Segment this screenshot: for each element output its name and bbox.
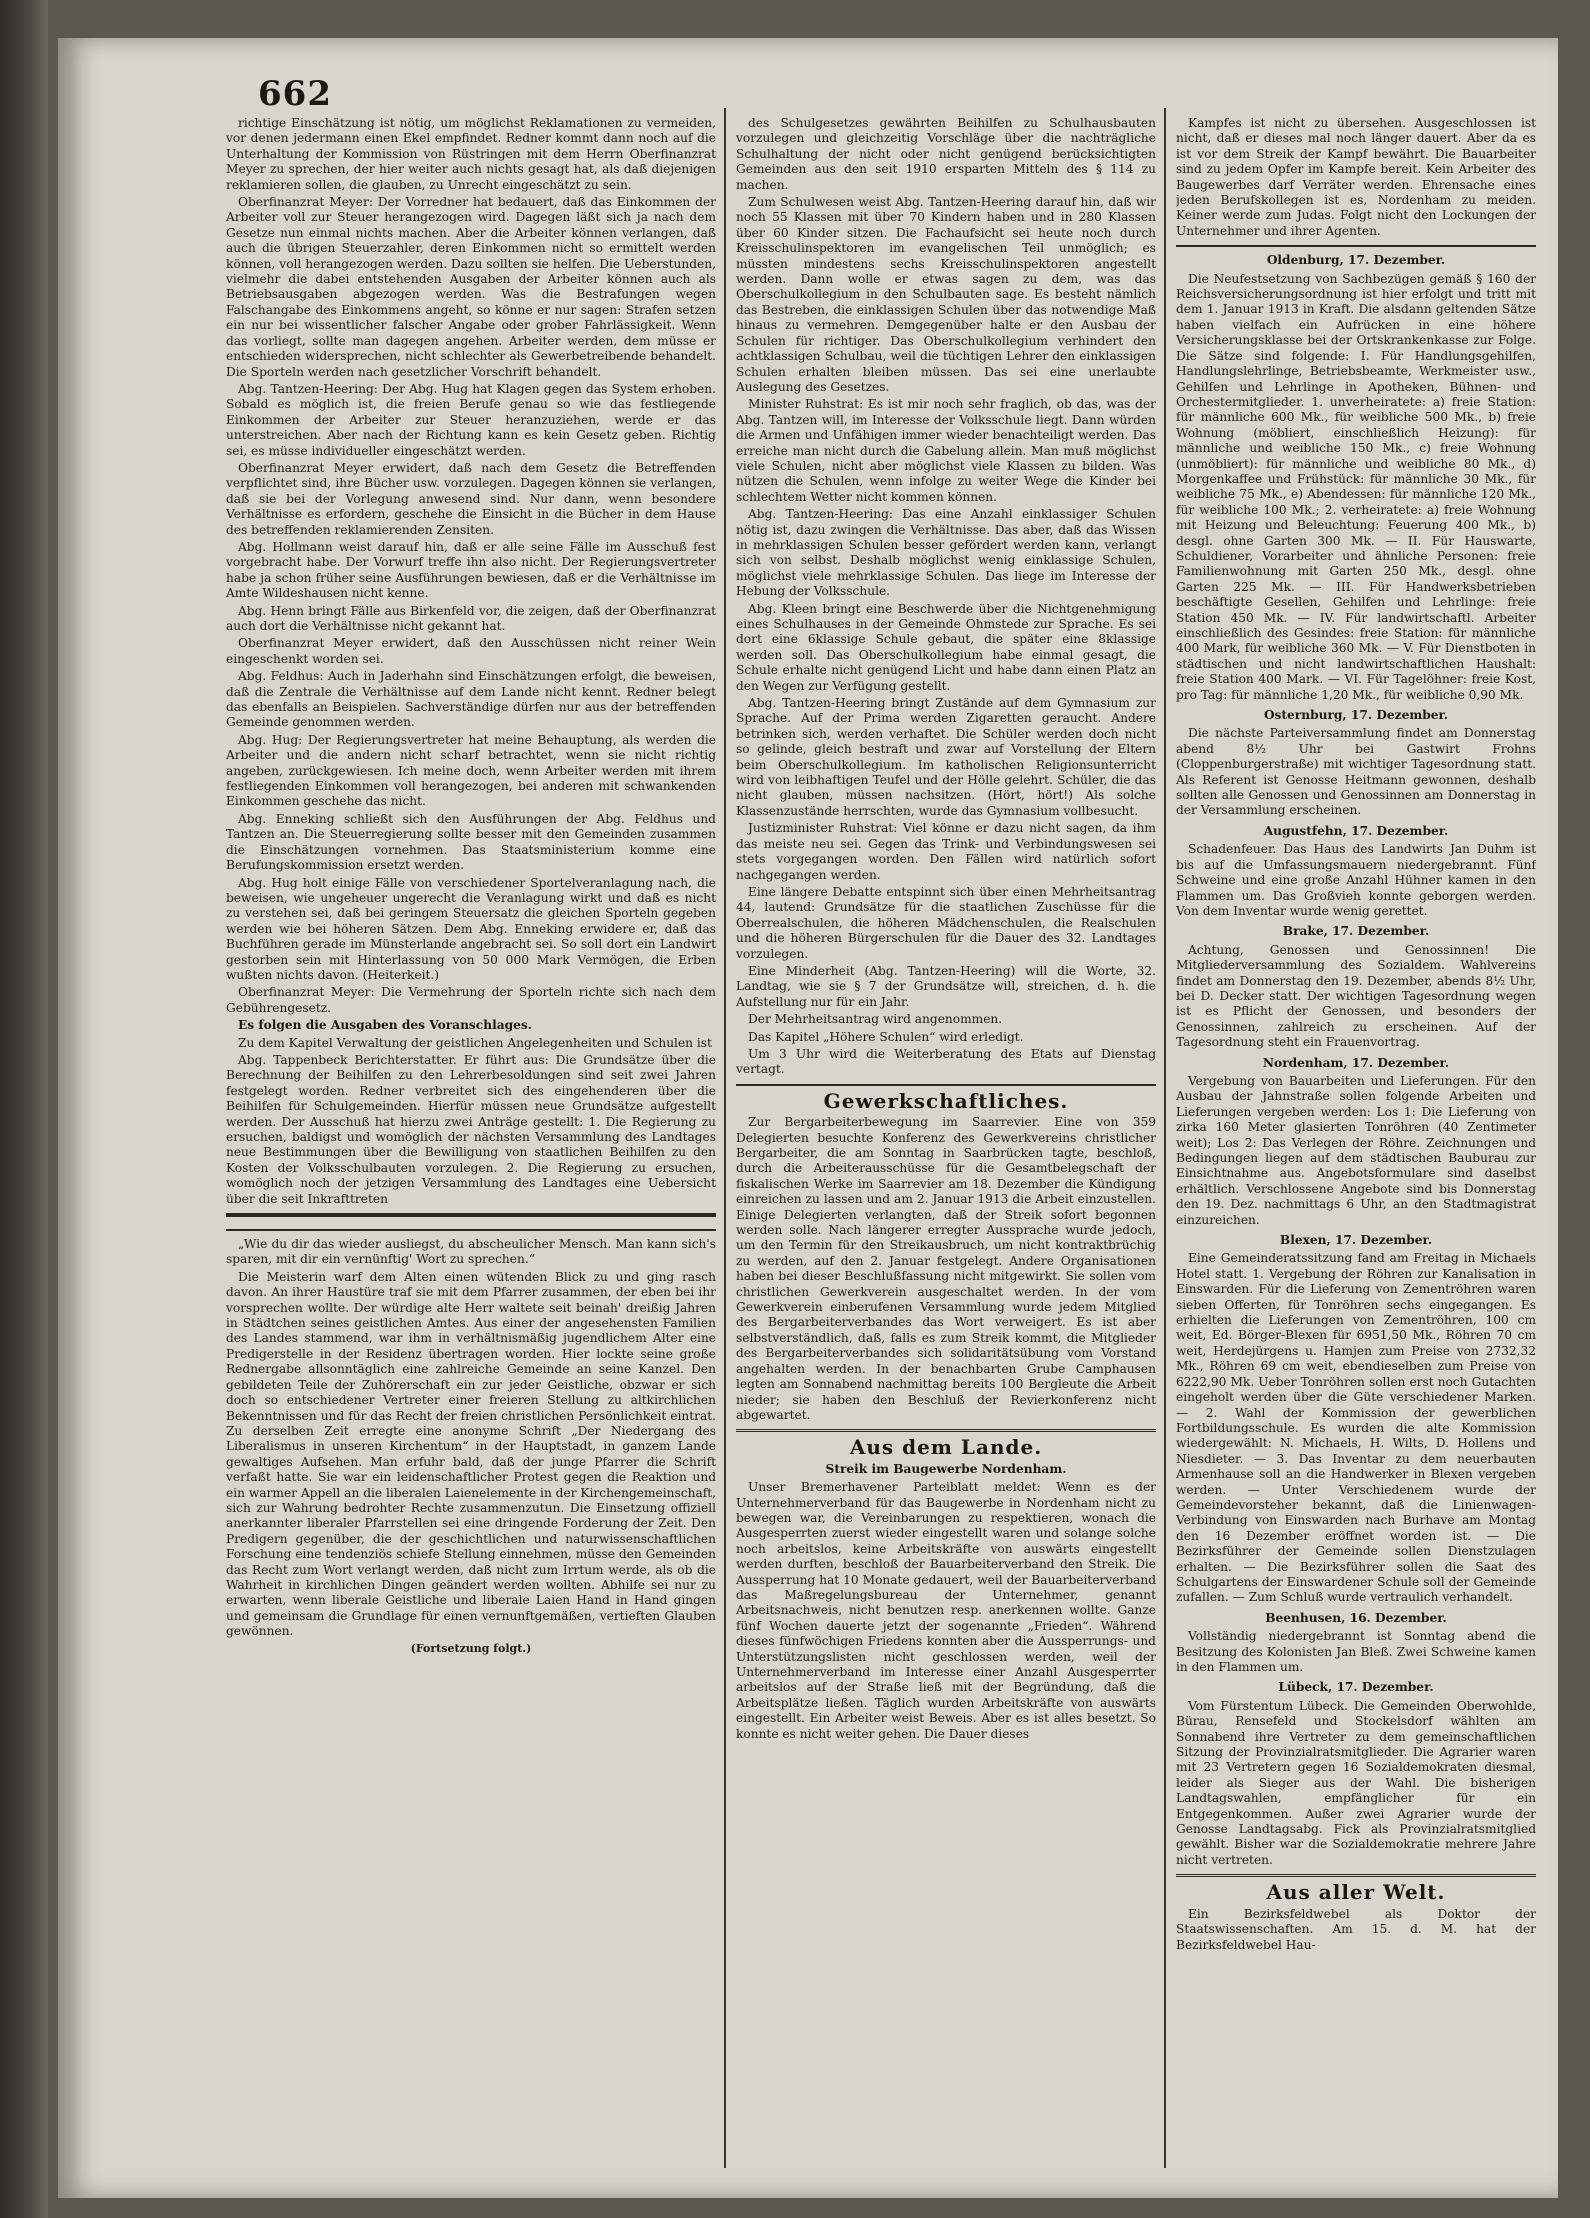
section-rule bbox=[1176, 245, 1536, 247]
paragraph: Zur Bergarbeiterbewegung im Saarrevier. Eine von 359 Delegierten besuchte Konferenz des Gewerkvereins christlicher Bergarbeiter, die am Sonntag in Saarbrücken tagte, beschloß, durch die Arbeiterausschüsse für die Gesamtbelegschaft der fiskalischen Werke im Saarrevier am 18. Dezember die Kündigung einreichen zu lassen und am 2. Januar 1913 die Arbeit einzustellen. Einige Delegierten verlangten, daß der Streik sofort begonnen werden solle. Nach längerer erregter Aussprache wurde jedoch, um den Termin für den Streikausbruch, um nicht kontraktbrüchig zu werden, auf den 2. Januar festgelegt. Andere Organisationen haben bei dieser Beschlußfassung nicht mitgewirkt. Sie sollen vom christlichen Gewerkverein ausgeschaltet werden. In der vom Gewerkverein einberufenen Versammlung wurde jedem Mitglied des Bergarbeiterverbandes das Wort verweigert. Es ist aber selbstverständlich, daß, falls es zum Streik kommt, die Mitglieder des Bergarbeiterverbandes sich solidaritätsübung vom Vorstand angehalten werden. In der benachbarten Grube Camphausen legten am Sonnabend nachmittag bereits 100 Bergleute die Arbeit nieder; sie haben den Beschluß der Revierkonferenz nicht abgewartet. bbox=[736, 1115, 1156, 1422]
paragraph: richtige Einschätzung ist nötig, um möglichst Reklamationen zu vermeiden, vor denen jedermann einen Ekel empfindet. Redner kommt dann noch auf die Unterhaltung der Kommission von Rüstringen mit dem Herrn Oberfinanzrat Meyer zu sprechen, der hier weiter auch nichts gesagt hat, als daß diejenigen reklamieren sollen, die glauben, zu Unrecht eingeschätzt zu sein. bbox=[226, 116, 716, 192]
paragraph: Eine Minderheit (Abg. Tantzen-Heering) will die Worte, 32. Landtag, wie sie § 7 der Grundsätze will, streichen, d. h. die Aufstellung nur für ein Jahr. bbox=[736, 963, 1156, 1009]
paragraph: Minister Ruhstrat: Es ist mir noch sehr fraglich, ob das, was der Abg. Tantzen will, im Interesse der Volksschule liegt. Dann würden die Armen und Unfähigen immer wieder benachteiligt werden. Das erreiche man nicht durch die Gabelung allein. Man muß möglichst viele Schulen, nicht aber möglichst viele Klassen zu bilden. Was nützen die Schulen, wenn infolge zu weiter Wege die Kinder bei schlechtem Wetter nicht kommen können. bbox=[736, 397, 1156, 504]
report-text: Schadenfeuer. Das Haus des Landwirts Jan Duhm ist bis auf die Umfassungsmauern niedergebrannt. Fünf Schweine und eine große Anzahl Hühner kamen in den Flammen um. Das Großvieh konnte geborgen werden. Von dem Inventar wurde wenig gerettet. bbox=[1176, 842, 1536, 918]
paragraph: Um 3 Uhr wird die Weiterberatung des Etats auf Dienstag vertagt. bbox=[736, 1046, 1156, 1077]
column-right bbox=[1176, 116, 1536, 2166]
paragraph: Es folgen die Ausgaben des Voranschlages. bbox=[238, 1018, 532, 1033]
paragraph: Abg. Hug: Der Regierungsvertreter hat meine Behauptung, als werden die Arbeiter und die andern nicht scharf betrachtet, wenn sie nicht richtig angeben, zurückgewiesen. Ich meine doch, wenn Arbeiter werden mit ihrem festliegenden Einkommen voll herangezogen, bei anderen mit schwankenden Einkommen geschehe das nicht. bbox=[226, 732, 716, 809]
paragraph: Oberfinanzrat Meyer: Die Vermehrung der Sporteln richte sich nach dem Gebührengesetz. bbox=[226, 985, 716, 1015]
report-text: Achtung, Genossen und Genossinnen! Die Mitgliederversammlung des Sozialdem. Wahlvereins findet am Donnerstag den 19. Dezember, abends 8½ Uhr, bei D. Decker statt. Der wichtigen Tagesordnung wegen ist es Pflicht der Genossen, und besonders der Genossinnen, zahlreich zu erscheinen. Auf der Tagesordnung steht ein Frauenvortrag. bbox=[1176, 942, 1536, 1050]
section-heading-union: Gewerkschaftliches. bbox=[823, 1088, 1069, 1113]
paragraph: Justizminister Ruhstrat: Viel könne er dazu nicht sagen, da ihm das meiste neu sei. Gegen das Trink- und Verbindungswesen sei stets vorgegangen worden. Den Fällen wird natürlich sofort nachgegangen werden. bbox=[736, 821, 1156, 882]
paragraph: Oberfinanzrat Meyer: Der Vorredner hat bedauert, daß das Einkommen der Arbeiter voll zur Steuer herangezogen wird. Dagegen läßt sich ja nach dem Gesetze nun einmal nichts machen. Aber die Arbeiter können verlangen, daß auch die übrigen Steuerzahler, deren Einkommen nicht so ermittelt werden können, voll herangezogen werden. Dazu sollten sie helfen. Die Ueberstunden, vielmehr die dabei entstehenden Ausgaben der Arbeiter können auch als Betriebsausgaben abgezogen werden. Was die Bestrafungen wegen Falschangabe des Einkommens angeht, so könne er nur sagen: Strafen setzen ein nur bei wissentlicher falscher Angabe oder grober Fahrlässigkeit. Wenn das vorliegt, sollte man dagegen angehen. Arbeiter werden, dem müsse er entschieden widersprechen, nicht schlechter als Gewerbetreibende behandelt. Die Sporteln werden nach gesetzlicher Vorschrift behandelt. bbox=[226, 195, 716, 379]
paragraph: Der Mehrheitsantrag wird angenommen. bbox=[748, 1012, 1003, 1027]
report-text: Die nächste Parteiversammlung findet am Donnerstag abend 8½ Uhr bei Gastwirt Frohns (Cloppenburgerstraße) mit wichtiger Tagesordnung statt. Als Referent ist Genosse Heitmann gewonnen, deshalb sollten alle Genossen und Genossinnen am Donnerstag in der Versammlung erscheinen. bbox=[1176, 726, 1536, 818]
paragraph: Zu dem Kapitel Verwaltung der geistlichen Angelegenheiten und Schulen ist bbox=[238, 1035, 712, 1050]
paragraph: Ein Bezirksfeldwebel als Doktor der Staatswissenschaften. Am 15. d. M. hat der Bezirksfeldwebel Hau- bbox=[1176, 1906, 1536, 1952]
page-number: 662 bbox=[258, 74, 332, 114]
paragraph: Abg. Tantzen-Heering: Der Abg. Hug hat Klagen gegen das System erhoben. Sobald es möglich ist, die freien Berufe genau so wie das festliegende Einkommen der Arbeiter zur Steuer heranzuziehen, werde er das unterstreichen. Aber nach der Richtung kann es kein Gesetz geben. Richtig sei, es müsse individueller eingeschätzt werden. bbox=[226, 381, 716, 458]
column-rule bbox=[1164, 108, 1166, 2168]
dateline: Blexen, 17. Dezember. bbox=[1279, 1233, 1433, 1248]
paragraph: Oberfinanzrat Meyer erwidert, daß den Ausschüssen nicht reiner Wein eingeschenkt worden sei. bbox=[226, 636, 716, 666]
report-text: Eine Gemeinderatssitzung fand am Freitag in Michaels Hotel statt. 1. Vergebung der Röhren zur Kanalisation in Einswarden. Für die Lieferung von Zementröhren waren sieben Offerten, für Tonröhren sechs eingegangen. Es erhielten die Lieferungen von Zementröhren, 100 cm weit, Ed. Börger-Blexen für 6951,50 Mk., Röhren 70 cm weit, Herdejürgens u. Hamjen zum Preise von 2732,32 Mk., Röhren 69 cm weit, ebendieselben zum Preise von 6222,90 Mk. Ueber Tonröhren sollen erst noch Gutachten eingeholt werden über die Güte verschiedener Marken. — 2. Wahl der Kommission der gewerblichen Fortbildungsschule. Es wurden die alte Kommission wiedergewählt: N. Michaels, H. Wilts, D. Hollens und Niesdieter. — 3. Das Inventar zu dem neuerbauten Armenhause soll an die Handwerker in Blexen vergeben werden. — Unter Verschiedenem wurde der Gemeindevorsteher bekannt, daß die Linienwagen-Verbindung von Einswarden nach Burhave am Montag den 16 Dezember eröffnet worden ist. — Die Bezirksführer der Gemeinde sollen Dienstzulagen erhalten. — Die Bezirksführer sollen die Saat des Schulgartens der Einswardener Schule soll der Gemeinde zufallen. — Zum Schluß wurde vertraulich verhandelt. bbox=[1176, 1251, 1536, 1605]
dateline: Brake, 17. Dezember. bbox=[1282, 924, 1430, 939]
newspaper-page bbox=[58, 38, 1558, 2198]
paragraph: Abg. Hollmann weist darauf hin, daß er alle seine Fälle im Ausschuß fest vorgebracht habe. Der Vorwurf treffe ihn also nicht. Der Regierungsvertreter habe ja schon früher seine Ausführungen bewiesen, daß er die Verhältnisse im Amte Wildeshausen nicht kenne. bbox=[226, 539, 716, 601]
column-rule bbox=[724, 108, 726, 2168]
dateline: Augustfehn, 17. Dezember. bbox=[1263, 823, 1449, 838]
paragraph: Zum Schulwesen weist Abg. Tantzen-Heering darauf hin, daß wir noch 55 Klassen mit über 70 Kindern haben und in 280 Klassen über 60 Kinder sitzen. Die Fachaufsicht sei heute noch durch Kreisschulinspektoren im evangelischen Teil unmöglich; es müssten mindestens sechs Kreisschulinspektoren angestellt werden. Dann wolle er etwas sagen zu dem, was das Oberschulkollegium in den Schulbauten sage. Es besteht nämlich das Bestreben, die einklassigen Schulen über das notwendige Maß hinaus zu vermehren. Demgegenüber halte er den Ausbau der Schulen für richtiger. Das Oberschulkollegium verhindert den achtklassigen Schulbau, weil die tüchtigen Lehrer den einklassigen Schulen erhalten bleiben müssen. Das sei eine unerlaubte Auslegung des Gesetzes. bbox=[736, 195, 1156, 394]
paragraph: Unser Bremerhavener Parteiblatt meldet: Wenn es der Unternehmerverband für das Baugewerbe in Nordenham nicht zu bewegen war, die Vereinbarungen zu respektieren, wonach die Ausgesperrten zuerst wieder eingestellt waren und solange solche noch arbeitslos, keine Arbeitskräfte von auswärts eingestellt werden durften, beschloß der Bauarbeiterverband den Streik. Die Aussperrung hat 10 Monate gedauert, weil der Bauarbeiterverband das Maßregelungsbureau der Unternehmer, genannt Arbeitsnachweis, nicht benutzen resp. anerkennen wollte. Ganze fünf Wochen dauerte jetzt der sogenannte „Frieden“. Während dieses fünfwöchigen Friedens konnten aber die Aussperrungs- und Unterstützungslisten nicht geschlossen werden, weil der Unternehmerverband im Interesse einer Anzahl Ausgesperrter arbeitslos auf der Straße ließ mit der Begründung, daß die Arbeitsplätze ließen. Täglich wurden Arbeitskräfte von auswärts eingestellt. Ein Arbeiter weist Beweis. Aber es ist alles besetzt. So konnte es nicht weiter gehen. Die Dauer dieses bbox=[736, 1480, 1156, 1741]
report-text: Vom Fürstentum Lübeck. Die Gemeinden Oberwohlde, Bürau, Rensefeld und Stockelsdorf wählten am Sonnabend ihre Vertreter zu dem gemeinschaftlichen Sitzung der Provinzialratsmitglieder. Die Agrarier waren mit 23 Vertretern gegen 16 Sozialdemokraten diesmal, leider als Sieger aus der Wahl. Die bisherigen Landtagswahlen, empfänglicher für ein Entgegenkommen. Außer zwei Agrarier wurde der Genosse Landtagsabg. Fick als Provinzialratsmitglied gewählt. Bisher war die Sozialdemokratie mehrere Jahre nicht vertreten. bbox=[1176, 1698, 1536, 1867]
feuilleton-divider bbox=[226, 1213, 716, 1231]
article-subheading: Streik im Baugewerbe Nordenham. bbox=[825, 1461, 1067, 1476]
continued-note: (Fortsetzung folgt.) bbox=[410, 1641, 532, 1655]
paragraph: Abg. Henn bringt Fälle aus Birkenfeld vor, die zeigen, daß der Oberfinanzrat auch dort die Verhältnisse nicht gekannt hat. bbox=[226, 603, 716, 633]
paragraph: Abg. Tappenbeck Berichterstatter. Er führt aus: Die Grundsätze über die Berechnung der Beihilfen zu den Lehrerbesoldungen sind seit zwei Jahren festgelegt worden. Redner verbreitet sich des eingehenderen über die Beihilfen für Schulgemeinden. Hierfür müssen neue Grundsätze aufgestellt werden. Der Ausschuß hat hierzu zwei Anträge gestellt: 1. Die Regierung zu ersuchen, baldigst und womöglich der nächsten Versammlung des Landtages neue Bestimmungen über die Bewilligung von staatlichen Beihilfen zu den Kosten der Volksschulbauten vorzulegen. 2. Die Regierung zu ersuchen, womöglich noch der jetzigen Versammlung des Landtages eine Uebersicht über die seit Inkrafttreten bbox=[226, 1052, 716, 1206]
section-rule bbox=[736, 1084, 1156, 1086]
paragraph: Abg. Enneking schließt sich den Ausführungen der Abg. Feldhus und Tantzen an. Die Steuerregierung sollte besser mit den Gemeinden zusammen die Einschätzungen vornehmen. Das Staatsministerium komme eine Berufungskommission ersetzt werden. bbox=[226, 811, 716, 873]
report-text: Vergebung von Bauarbeiten und Lieferungen. Für den Ausbau der Jahnstraße sollen folgende Arbeiten und Lieferungen vergeben werden: Los 1: Die Lieferung von zirka 160 Meter glasierten Tonröhren (40 Zentimeter weit); Los 2: Das Verlegen der Röhre. Zeichnungen und Bedingungen liegen auf dem städtischen Bauburau zur Einsichtnahme aus. Angebotsformulare sind daselbst erhältlich. Verschlossene Angebote sind bis Donnerstag den 19. Dez. nachmittags 6 Uhr, an den Stadtmagistrat einzureichen. bbox=[1176, 1073, 1536, 1227]
dateline: Lübeck, 17. Dezember. bbox=[1278, 1680, 1434, 1695]
section-heading-world: Aus aller Welt. bbox=[1266, 1880, 1446, 1905]
dateline: Oldenburg, 17. Dezember. bbox=[1266, 253, 1446, 268]
paragraph: Abg. Tantzen-Heering: Das eine Anzahl einklassiger Schulen nötig ist, dazu zwingen die Verhältnisse. Das aber, daß das Wissen in mehrklassigen Schulen besser gefördert werden kann, verlangt sich von selbst. Deshalb möglichst wenig einklassige Schulen, möglichst viele mehrklassige Schulen. Das liege im Interesse der Hebung der Volksschule. bbox=[736, 507, 1156, 599]
paragraph: Abg. Kleen bringt eine Beschwerde über die Nichtgenehmigung eines Schulhauses in der Gemeinde Ohmstede zur Sprache. Es sei dort eine 6klassige Schule gebaut, die später eine 8klassige werden soll. Das Oberschulkollegium habe einmal gesagt, die Schule erhalte nicht genügend Licht und habe dann einen Platz an den Wegen zur Verfügung gestellt. bbox=[736, 601, 1156, 693]
section-rule bbox=[1176, 1874, 1536, 1877]
paragraph: Kampfes ist nicht zu übersehen. Ausgeschlossen ist nicht, daß er dieses mal noch länger dauert. Aber da es ist vor dem Streik der Kampf bewährt. Die Bauarbeiter sind zu jedem Opfer im Kampfe bereit. Kein Arbeiter des Baugewerbes darf Verräter werden. Ehrensache eines jeden Berufskollegen ist es, Nordenham zu meiden. Keiner werde zum Judas. Folgt nicht den Lockungen der Unternehmer und ihrer Agenten. bbox=[1176, 116, 1536, 238]
book-binding bbox=[0, 0, 48, 2218]
paragraph: des Schulgesetzes gewährten Beihilfen zu Schulhausbauten vorzulegen und gleichzeitig Vorschläge über die nachträgliche Schulhaltung der nicht oder nicht genügend berücksichtigten Gemeinden aus den seit 1910 ersparten Mitteln des § 114 zu machen. bbox=[736, 116, 1156, 192]
dateline: Beenhusen, 16. Dezember. bbox=[1265, 1610, 1447, 1625]
dateline: Osternburg, 17. Dezember. bbox=[1263, 708, 1449, 723]
story-paragraph: Die Meisterin warf dem Alten einen wütenden Blick zu und ging rasch davon. An ihrer Haustüre traf sie mit dem Pfarrer zusammen, der eben bei ihr vorsprechen wollte. Der würdige alte Herr waltete seit beinah' dreißig Jahren in Städtchen seines geistlichen Amtes. Aus einer der angesehensten Familien des Landes stammend, war ihm in verhältnismäßig jugendlichem Alter eine Predigerstelle in der Residenz übertragen worden. Hier lockte seine große Rednergabe allsonntäglich eine zahlreiche Gemeinde an seine Kanzel. Den gebildeten Teile der Zuhörerschaft ein zur jeder Geistliche, obzwar er sich doch so entschiedener Vertreter einer freieren Stellung zu altkirchlichen Bekenntnissen und für das Recht der freien christlichen Persönlichkeit eintrat. Zu derselben Zeit erregte eine anonyme Schrift „Der Niedergang des Liberalismus in unseren Kirchentum“ in der Hauptstadt, in ganzem Lande gewaltiges Aufsehen. Man erfuhr bald, daß der junge Pfarrer die Schrift verfaßt hatte. Sie war ein leidenschaftlicher Protest gegen die Reaktion und ein warmer Appell an die liberalen Laienelemente in der Kirchengemeinschaft, sich zur Wahrung bedrohter Rechte zusammenzutun. Die Einsetzung offiziell anerkannter liberaler Pfarrstellen sei eine dringende Forderung der Zeit. Den Predigern gegenüber, die der geschichtlichen und naturwissenschaftlichen Forschung eine tendenziös schiefe Stellung einnehmen, müsse den Gemeinden das Recht zum Wort verlangt werden, daß nicht zum Irrtum werde, als ob die Wahrheit in kirchlichen Dingen geändert werden wollten. Abhilfe sei nur zu erwarten, wenn liberale Geistliche und liberale Laien Hand in Hand gingen und gemeinsam die Grundlage für einen vernunftgemäßen, vertieften Glauben gewönnen. bbox=[226, 1269, 716, 1639]
paragraph: Abg. Hug holt einige Fälle von verschiedener Sportelveranlagung nach, die beweisen, wie ungeheuer ungerecht die Veranlagung wirkt und daß es nicht zu verstehen sei, daß bei geringem Steuersatz die gleichen Sporteln gegeben werden wie bei höheren Sätzen. Dem Abg. Enneking erwidere er, daß das Buchführen gerade im Münsterlande angebracht sei. So soll dort ein Landwirt gestorben sein mit Hinterlassung von 50 000 Mark Vermögen, die Erben wußten nichts davon. (Heiterkeit.) bbox=[226, 875, 716, 982]
story-paragraph: „Wie du dir das wieder ausliegst, du abscheulicher Mensch. Man kann sich's sparen, mit dir ein vernünftig' Wort zu sprechen.“ bbox=[226, 1237, 716, 1267]
paragraph: Abg. Feldhus: Auch in Jaderhahn sind Einschätzungen erfolgt, die beweisen, daß die Zentrale die Verhältnisse auf dem Lande nicht kennt. Redner belegt das ebenfalls an Beispielen. Sachverständige dürfen nur aus der betreffenden Gemeinde genommen werden. bbox=[226, 669, 716, 730]
column-middle bbox=[736, 116, 1156, 2166]
column-left bbox=[226, 116, 716, 2166]
report-text: Vollständig niedergebrannt ist Sonntag abend die Besitzung des Kolonisten Jan Bleß. Zwei Schweine kamen in den Flammen um. bbox=[1176, 1629, 1536, 1674]
section-heading-country: Aus dem Lande. bbox=[849, 1435, 1043, 1460]
dateline: Nordenham, 17. Dezember. bbox=[1262, 1055, 1450, 1070]
paragraph: Das Kapitel „Höhere Schulen“ wird erledigt. bbox=[748, 1029, 1024, 1044]
section-rule bbox=[736, 1429, 1156, 1432]
paragraph: Oberfinanzrat Meyer erwidert, daß nach dem Gesetz die Betreffenden verpflichtet sind, ihre Bücher usw. vorzulegen. Dagegen können sie verlangen, daß sie bei der Vorlegung anwesend sind. Nur dann, wenn besondere Verhältnisse es erfordern, geschehe die Einsicht in die Bücher in dem Hause des betreffenden reklamierenden Zensiten. bbox=[226, 460, 716, 537]
paragraph: Eine längere Debatte entspinnt sich über einen Mehrheitsantrag 44, lautend: Grundsätze für die staatlichen Zuschüsse für die Oberrealschulen, die höheren Mädchenschulen, die Realschulen und die höheren Bürgerschulen für die Dauer des 32. Landtages vorzulegen. bbox=[736, 884, 1156, 961]
report-text: Die Neufestsetzung von Sachbezügen gemäß § 160 der Reichsversicherungsordnung ist hier erfolgt und tritt mit dem 1. Januar 1913 in Kraft. Die alsdann geltenden Sätze haben vielfach ein Aufrücken in eine höhere Versicherungsklasse bei der Ortskrankenkasse zur Folge. Die Sätze sind folgende: I. Für Handlungsgehilfen, Handlungslehrlinge, Betriebsbeamte, Werkmeister usw., Gehilfen und Lehrlinge in Apotheken, Bühnen- und Orchestermitglieder. 1. unverheiratete: a) freie Station: für männliche 600 Mk., für weibliche 500 Mk., b) freie Wohnung (möbliert, einschließlich Heizung): für männliche und weibliche 150 Mk., c) freie Wohnung (unmöbliert): für männliche und weibliche 80 Mk., d) Morgenkaffee und Frühstück: für männliche 30 Mk., für weibliche 75 Mk., e) Abendessen: für männliche 120 Mk., für weibliche 100 Mk.; 2. verheiratete: a) freie Wohnung mit Heizung und Beleuchtung: Feuerung 400 Mk., b) desgl. ohne Garten 300 Mk. — II. Für Hauswarte, Schuldiener, Vorarbeiter und ähnliche Personen: freie Familienwohnung mit Garten 250 Mk., desgl. ohne Garten 225 Mk. — III. Für Handwerksbetrieben beschäftigte Gesellen, Gehilfen und Lehrlinge: freie Station 450 Mk. — IV. Für landwirtschaftl. Arbeiter einschließlich des Gesindes: freie Station: für männliche 400 Mark, für weibliche 360 Mk. — V. Für Dienstboten in städtischen und nicht landwirtschaftlichen Haushalt: freie Station 400 Mark. — VI. Für Tagelöhner: freie Kost, pro Tag: für männliche 1,20 Mk., für weibliche 0,90 Mk. bbox=[1176, 271, 1536, 702]
paragraph: Abg. Tantzen-Heering bringt Zustände auf dem Gymnasium zur Sprache. Auf der Prima werden Zigaretten geraucht. Andere betrinken sich, werden verhaftet. Die Schüler werden doch nicht so gelinde, gleich bestraft und zwar auf Vorstellung der Eltern beim Oberschulkollegium. Im katholischen Religionsunterricht wird von leibhaftigen Teufel und der Hölle gelehrt. Schüler, die das nicht glauben, müssen nachsitzen. (Hört, hört!) Als solche Klassenzustände herrschten, wurde das Gymnasium vollbesucht. bbox=[736, 696, 1156, 818]
